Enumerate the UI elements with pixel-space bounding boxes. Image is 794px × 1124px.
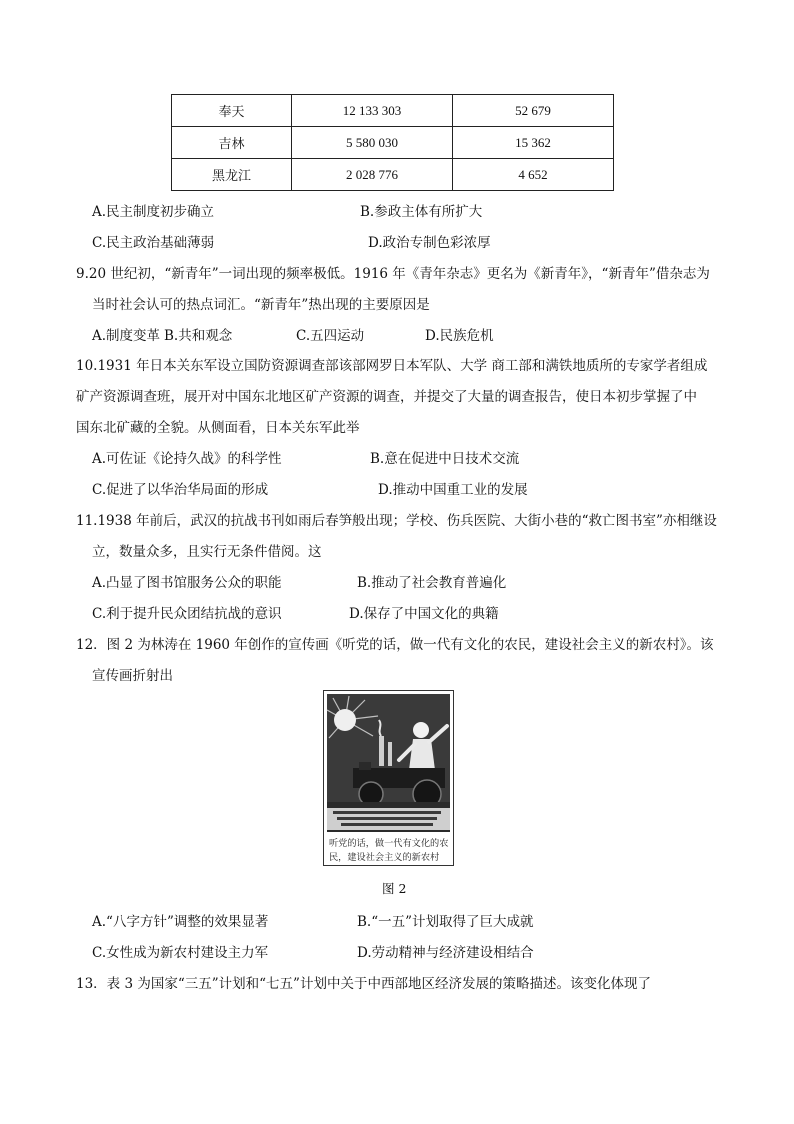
- q11-option-d: D.保存了中国文化的典籍: [349, 606, 499, 622]
- q11-option-b: B.推动了社会教育普遍化: [357, 575, 507, 591]
- q11-option-c: C.利于提升民众团结抗战的意识: [92, 606, 282, 622]
- table-cell: 吉林: [172, 127, 292, 159]
- q12-option-c: C.女性成为新农村建设主力军: [92, 945, 269, 961]
- table-cell: 12 133 303: [292, 95, 453, 127]
- q11-option-a: A.凸显了图书馆服务公众的职能: [92, 575, 282, 591]
- table-row: [172, 95, 614, 127]
- population-table: [171, 94, 614, 191]
- q9-option-d: D.民族危机: [425, 328, 494, 344]
- table-row: [172, 127, 614, 159]
- table-row: [172, 159, 614, 191]
- q10-option-d: D.推动中国重工业的发展: [378, 482, 528, 498]
- table-cell: 奉天: [172, 95, 292, 127]
- figure-label: 图 2: [382, 881, 407, 896]
- q11-stem-line1: 11.1938 年前后，武汉的抗战书刊如雨后春笋般出现；学校、伤兵医院、大街小巷的“救亡图书室”亦相继设: [76, 513, 717, 529]
- q10-stem-line2: 矿产资源调查班，展开对中国东北地区矿产资源的调查，并提交了大量的调查报告，使日本初步掌握了中: [76, 389, 697, 405]
- q12-option-b: B.“一五”计划取得了巨大成就: [357, 914, 534, 930]
- table-cell: 黑龙江: [172, 159, 292, 191]
- q12-option-a: A.“八字方针”调整的效果显著: [92, 914, 269, 930]
- table-cell: 2 028 776: [292, 159, 453, 191]
- q12-option-d: D.劳动精神与经济建设相结合: [357, 945, 534, 961]
- q9-option-c: C.五四运动: [296, 328, 365, 344]
- q10-stem-line3: 国东北矿藏的全貌。从侧面看，日本关东军此举: [76, 420, 360, 436]
- q13-stem-line1: 13．表 3 为国家“三五”计划和“七五”计划中关于中西部地区经济发展的策略描述。该变化体现了: [76, 976, 651, 992]
- q9-stem-line2: 当时社会认可的热点词汇。“新青年”热出现的主要原因是: [92, 297, 430, 313]
- table-cell: 52 679: [453, 95, 614, 127]
- poster-caption-line1: 听党的话，做一代有文化的农: [329, 838, 449, 849]
- q9-option-a: A.制度变革: [92, 328, 161, 344]
- table-cell: 5 580 030: [292, 127, 453, 159]
- propaganda-poster-image: [323, 690, 454, 866]
- q10-option-a: A.可佐证《论持久战》的科学性: [92, 451, 282, 467]
- q10-stem-line1: 10.1931 年日本关东军设立国防资源调查部该部网罗日本军队、大学 商工部和满铁地质所的专家学者组成: [76, 358, 708, 374]
- poster-caption-line2: 民，建设社会主义的新农村: [329, 852, 440, 863]
- table-cell: 15 362: [453, 127, 614, 159]
- q12-stem-line1: 12．图 2 为林涛在 1960 年创作的宣传画《听党的话，做一代有文化的农民，建设社会主义的新农村》。该: [76, 637, 714, 653]
- q8-option-b: B.参政主体有所扩大: [360, 204, 483, 220]
- q8-option-c: C.民主政治基础薄弱: [92, 235, 215, 251]
- q11-stem-line2: 立，数量众多，且实行无条件借阅。这: [92, 544, 322, 560]
- q10-option-b: B.意在促进中日技术交流: [370, 451, 520, 467]
- q9-stem-line1: 9.20 世纪初，“新青年”一词出现的频率极低。1916 年《青年杂志》更名为《新青年》，“新青年”借杂志为: [76, 266, 710, 282]
- table-cell: 4 652: [453, 159, 614, 191]
- q10-option-c: C.促进了以华治华局面的形成: [92, 482, 269, 498]
- q12-stem-line2: 宣传画折射出: [92, 668, 173, 684]
- q9-option-b: B.共和观念: [164, 328, 233, 344]
- q8-option-a: A.民主制度初步确立: [92, 204, 215, 220]
- q8-option-d: D.政治专制色彩浓厚: [368, 235, 491, 251]
